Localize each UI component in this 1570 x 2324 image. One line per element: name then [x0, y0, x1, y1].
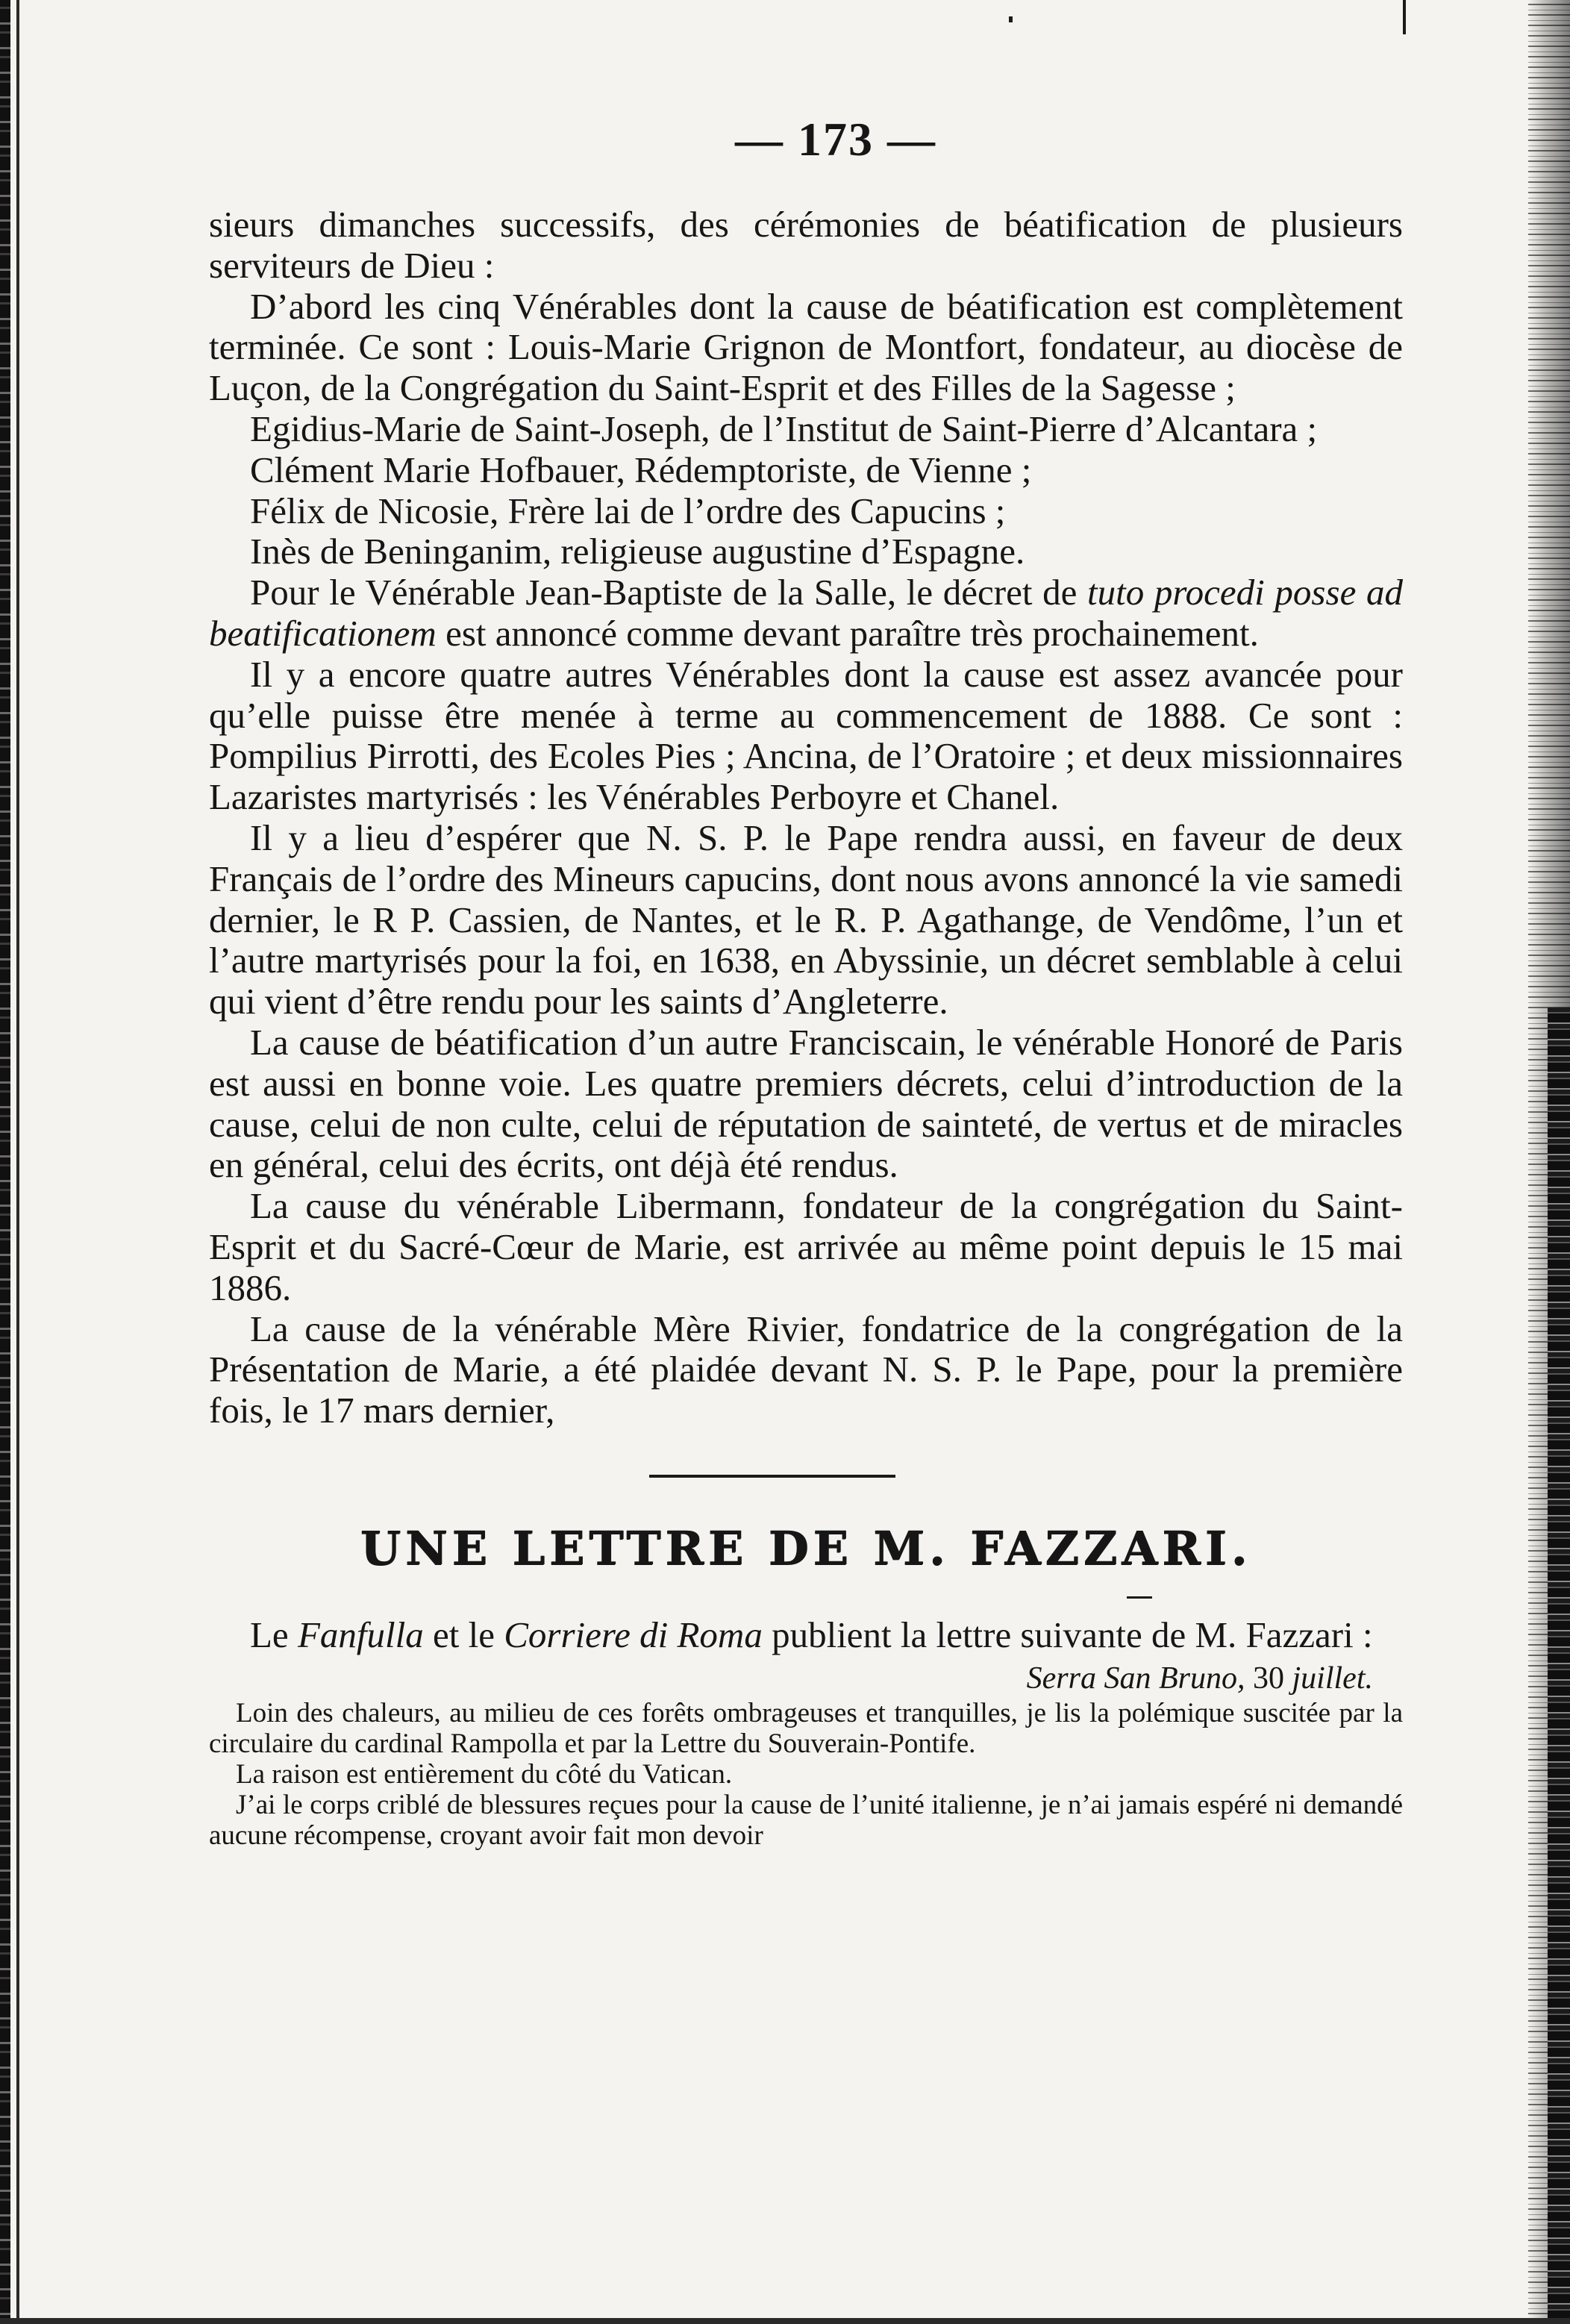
paragraph: La cause de la vénérable Mère Rivier, fondatrice de la congrégation de la Présentation de Marie, a été plaidée devant N. S. P. le Pape, pour la première fois, le 17 mars dernier, [209, 1308, 1403, 1431]
letter-dateline [209, 1661, 1373, 1696]
letter-intro [209, 1615, 1403, 1656]
letter-paragraph: Loin des chaleurs, au milieu de ces forêts ombrageuses et tranquilles, je lis la polémique suscitée par la circulaire du cardinal Rampolla et par la Lettre du Souverain-Pontife. [209, 1697, 1403, 1759]
section-title: UNE LETTRE DE M. FAZZARI. [360, 1520, 1252, 1575]
paragraph: sieurs dimanches successifs, des cérémonies de béatification de plusieurs serviteurs de Dieu : [209, 204, 1403, 286]
paragraph: Il y a lieu d’espérer que N. S. P. le Pape rendra aussi, en faveur de deux Français de l’ordre des Mineurs capucins, dont nous avons annoncé la vie samedi dernier, le R P. Cassien, de Nantes, et le R. P. Agathange, de Vendôme, l’un et l’autre martyrisés pour la foi, en 1638, en Abyssinie, un décret semblable à celui qui vient d’être rendu pour les saints d’Angleterre. [209, 816, 1403, 1022]
scan-border-left [0, 0, 10, 2324]
paragraph: Félix de Nicosie, Frère lai de l’ordre des Capucins ; [250, 490, 1006, 531]
letter-paragraph: J’ai le corps criblé de blessures reçues pour la cause de l’unité italienne, je n’ai jamais espéré ni demandé aucune récompense, croyant avoir fait mon devoir [209, 1789, 1403, 1851]
text-run: Le [250, 1614, 298, 1655]
paragraph: La cause de béatification d’un autre Franciscain, le vénérable Honoré de Paris est aussi en bonne voie. Les quatre premiers décrets, celui d’introduction de la cause, celui de non culte, celui de réputation de sainteté, de vertus et de miracles en général, celui des écrits, ont déjà été rendus. [209, 1021, 1403, 1186]
paragraph: D’abord les cinq Vénérables dont la cause de béatification est complètement terminée. Ce sont : Louis-Marie Grignon de Montfort, fondateur, au diocèse de Luçon, de la Congrégation du Saint-Esprit et des Filles de la Sagesse ; [209, 285, 1403, 409]
scan-border-left-line [16, 0, 19, 2324]
text-run: Pour le Vénérable Jean-Baptiste de la Salle, le décret de [250, 572, 1088, 613]
text-run: et le [423, 1614, 504, 1655]
page-content [209, 112, 1403, 1851]
scan-speck [1009, 16, 1013, 22]
page-number: — 173 — [735, 113, 936, 166]
paragraph: La cause du vénérable Libermann, fondateur de la congrégation du Saint-Esprit et du Sacré-Cœur de Marie, est arrivée au même point depuis le 15 mai 1886. [209, 1185, 1403, 1308]
text-run: publient la lettre suivante de M. Fazzari : [762, 1614, 1373, 1655]
newspaper-name: Fanfulla [297, 1614, 424, 1655]
day: 30 [1245, 1661, 1292, 1696]
month: juillet. [1292, 1661, 1373, 1696]
title-underline [1127, 1596, 1152, 1599]
scan-border-bottom [0, 2318, 1570, 2324]
paragraph: Inès de Beninganim, religieuse augustine d’Espagne. [250, 531, 1025, 572]
newspaper-name: Corriere di Roma [504, 1614, 763, 1655]
scan-border-right-dark [1548, 1008, 1570, 2324]
text-run: est annoncé comme devant paraître très prochainement. [436, 612, 1259, 654]
latin-phrase: tuto procedi posse ad beatificationem [209, 572, 1403, 654]
paragraph-salle [209, 572, 1403, 655]
scan-tick-mark [1403, 0, 1406, 34]
section-divider [649, 1475, 895, 1478]
paragraph: Clément Marie Hofbauer, Rédemptoriste, de Vienne ; [250, 449, 1032, 490]
letter-paragraph: La raison est entièrement du côté du Vatican. [236, 1758, 733, 1790]
paragraph: Egidius-Marie de Saint-Joseph, de l’Institut de Saint-Pierre d’Alcantara ; [250, 407, 1318, 449]
paragraph: Il y a encore quatre autres Vénérables dont la cause est assez avancée pour qu’elle puisse être menée à terme au commencement de 1888. Ce sont : Pompilius Pirrotti, des Ecoles Pies ; Ancina, de l’Oratoire ; et deux missionnaires Lazaristes martyrisés : les Vénérables Perboyre et Chanel. [209, 653, 1403, 818]
place: Serra San Bruno, [1026, 1661, 1245, 1696]
